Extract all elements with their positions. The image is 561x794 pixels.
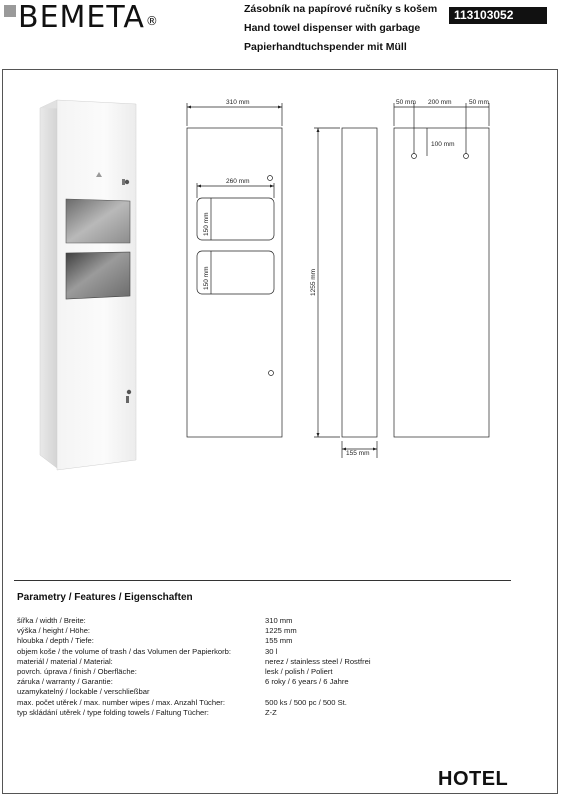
dim-opening1-height-label: 150 mm	[203, 212, 210, 236]
brand-name: BEMETA	[18, 0, 145, 35]
spec-value: 6 roky / 6 years / 6 Jahre	[265, 677, 349, 687]
spec-value: Z-Z	[265, 707, 277, 717]
lock-icon-lower	[269, 371, 274, 376]
spec-label: záruka / warranty / Garantie:	[17, 677, 113, 687]
spec-label: max. počet utěrek / max. number wipes / max. Anzahl Tücher:	[17, 697, 225, 707]
spec-label: typ skládání utěrek / type folding towels / Faltung Tücher:	[17, 707, 209, 717]
dim-holes-spacing-label: 200 mm	[428, 99, 452, 106]
product-code: 113103052	[449, 7, 547, 24]
spec-value: 310 mm	[265, 616, 293, 625]
dim-width-label: 310 mm	[226, 99, 250, 106]
mounting-hole-left	[412, 154, 417, 159]
spec-value: 30 l	[265, 646, 278, 656]
title-de: Papierhandtuchspender mit Müll	[244, 41, 407, 53]
lock-icon-upper	[268, 176, 273, 181]
spec-label: výška / height / Höhe:	[17, 626, 91, 636]
dim-depth-label: 155 mm	[346, 450, 370, 457]
spec-value: 500 ks / 500 pc / 500 St.	[265, 697, 347, 707]
spec-label: uzamykatelný / lockable / verschließbar	[17, 687, 150, 697]
category-label: HOTEL	[438, 768, 509, 790]
dim-holes-top-label: 100 mm	[431, 141, 455, 148]
front-view-outline	[187, 128, 282, 437]
section-divider	[14, 580, 511, 581]
spec-value: 155 mm	[265, 636, 293, 646]
spec-value: lesk / polish / Poliert	[265, 666, 333, 676]
dim-opening2-height-label: 150 mm	[203, 266, 210, 290]
spec-value: 1225 mm	[265, 626, 297, 636]
title-en: Hand towel dispenser with garbage	[244, 22, 421, 34]
spec-label: šířka / width / Breite:	[17, 616, 86, 625]
dim-side-right-label: 50 mm	[469, 99, 489, 106]
spec-label: povrch. úprava / finish / Oberfläche:	[17, 666, 137, 676]
dim-side-left-label: 50 mm	[396, 99, 416, 106]
features-title: Parametry / Features / Eigenschaften	[17, 592, 193, 603]
title-cz: Zásobník na papírové ručníky s košem	[244, 3, 438, 15]
dim-opening-width-label: 260 mm	[226, 178, 250, 185]
spec-label: objem koše / the volume of trash / das Volumen der Papierkorb:	[17, 646, 232, 656]
side-view-outline	[342, 128, 377, 437]
spec-label: materiál / material / Material:	[17, 656, 113, 666]
registered-mark: ®	[145, 14, 159, 28]
dim-height-label: 1255 mm	[310, 268, 317, 296]
mounting-hole-right	[464, 154, 469, 159]
spec-value: nerez / stainless steel / Rostfrei	[265, 656, 371, 666]
back-view-outline	[394, 128, 489, 437]
spec-label: hloubka / depth / Tiefe:	[17, 636, 94, 646]
